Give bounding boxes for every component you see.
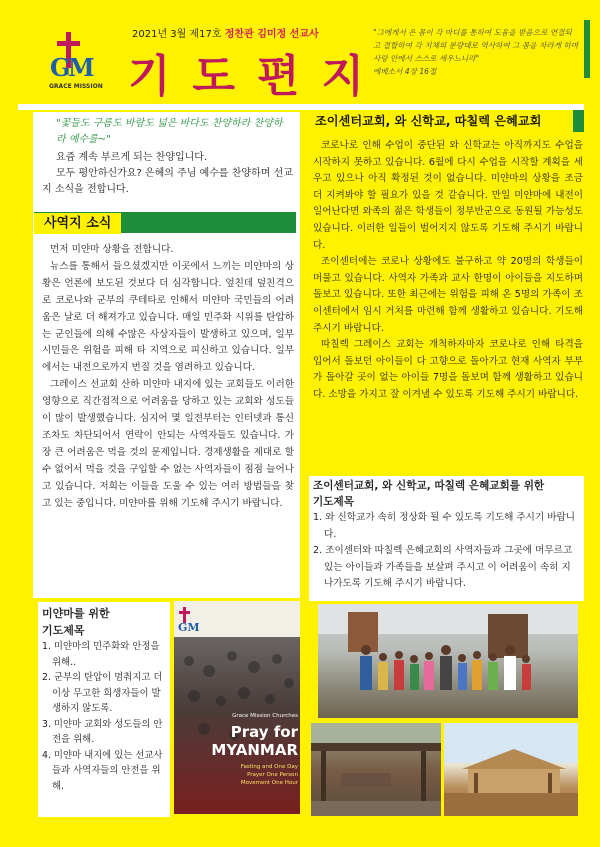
verse-reference: 에베소서 4장 16절 <box>373 67 437 76</box>
myanmar-prayer-box <box>38 602 170 817</box>
churches-prayer-box <box>309 476 584 601</box>
header-accent-bar <box>584 20 590 78</box>
paragraph: 조이센터에는 코로나 상황에도 불구하고 약 20명의 학생들이 머물고 있습니다. 사역자 가족과 교사 한명이 아이들을 지도하며 돌보고 있습니다. 또한 최근에는 위험을 피해 온 5명의 가족이 조이센터에서 임시 거처를 마련해 함께 생활하고 있습니다. 기도해 주시기 바랍니다. <box>313 256 583 334</box>
prayer-item: 1. 와 신학교가 속히 정상화 될 수 있도록 기도해 주시기 바랍니다. <box>313 512 576 540</box>
poster-line2: MYANMAR <box>211 741 298 759</box>
header-verse <box>373 26 579 78</box>
ministry-news-text <box>42 242 294 513</box>
group-photo-children <box>318 604 578 718</box>
section-heading-label: 사역지 소식 <box>34 213 121 234</box>
intro-text <box>42 150 294 198</box>
paragraph: 따칠렉 그레이스 교회는 개척하자마자 코로나로 인해 타격을 입어서 돌보던 아이들이 다 고향으로 돌아가고 현재 사역자 부부가 돌아갈 곳이 없는 아이들 7명을 돌보며 함께 생활하고 있습니다. 소망을 가지고 잘 이겨낼 수 있도록 기도해 주시기 바랍니다. <box>313 339 583 400</box>
hymn-quote: "꽃들도 구름도 바람도 넓은 바다도 찬양하라 찬양하라 예수를~" <box>56 118 283 145</box>
intro-line: 모두 평안하신가요? 은혜의 주님 예수를 찬양하며 선교지 소식을 전합니다. <box>42 168 293 195</box>
churches-news-text <box>313 138 583 404</box>
section-heading-label: 조이센터교회, 와 신학교, 따칠렉 은혜교회 <box>311 110 573 132</box>
poster-org: Grace Mission Churches <box>232 713 298 719</box>
verse-text: "그에게서 온 몸이 각 마디를 통하여 도움을 받음으로 연결되고 결합하여 각 지체의 분량대로 역사하여 그 몸을 자라게 하며 사랑 안에서 스스로 세우느니라" <box>373 28 579 63</box>
section-heading-ministry <box>34 212 296 233</box>
svg-text:M: M <box>68 53 95 82</box>
prayer-item: 1. 미얀마의 민주화와 안정을 위해.. <box>42 641 160 668</box>
prayer-box-title: 조이센터교회, 와 신학교, 따칠렉 은혜교회를 위한 기도제목 <box>313 480 545 508</box>
prayer-list <box>42 639 166 794</box>
paragraph: 먼저 미얀마 상황을 전합니다. <box>50 244 174 255</box>
poster-line4: Prayer One Person <box>247 772 298 778</box>
grace-mission-logo <box>46 32 108 92</box>
prayer-list <box>313 510 580 593</box>
missionary-names: 정찬관 김미정 선교사 <box>224 29 319 40</box>
prayer-item: 4. 미얀마 내지에 있는 선교사들과 사역자들의 안전을 위해. <box>42 749 163 792</box>
section-heading-churches <box>311 110 584 132</box>
svg-text:G: G <box>50 53 71 82</box>
prayer-item: 2. 군부의 탄압이 멈춰지고 더 이상 무고한 희생자들이 발생하지 않도록. <box>42 672 163 714</box>
paragraph: 그레이스 선교회 산하 미얀마 내지에 있는 교회들도 이러한 영향으로 직간접적으로 어려움을 당하고 있는 교회와 성도들이 많이 발생했습니다. 심지어 몇 일전부터는 인터넷과 통신조차도 차단되어서 연락이 안되는 사역자들도 있습니다. 가장 큰 어려움은 먹을 것의 문제입니다. 경제생활을 제대로 할 수 없어서 먹을 것을 구입할 수 없는 사역자들이 점점 늘어나고 있습니다. 저희는 이들을 도울 수 있는 여러 방법들을 찾고 있는 중입니다. 미얀마를 위해 기도해 주시기 바랍니다. <box>42 379 294 509</box>
paragraph: 코로나로 인해 수업이 중단된 와 신학교는 아직까지도 수업을 시작하지 못하고 있습니다. 6월에 다시 수업을 시작할 계획을 세우고 있으나 아직 확정된 것이 없습니다. 미얀마의 상황을 조금 더 지켜봐야 할 필요가 있을 것 같습니다. 만일 미얀마에 내전이 일어난다면 와족의 젊은 학생들이 정부반군으로 동원될 가능성도 있습니다. 이러한 일들이 벌어지지 않도록 기도해 주시기 바랍니다. <box>313 140 583 251</box>
shelter-photo <box>311 723 441 816</box>
poster-line5: Movement One Hour <box>240 780 298 786</box>
prayer-item: 2. 조이센터와 따칠렉 은혜교회의 사역자들과 그곳에 머무르고 있는 아이들과 가족들을 보살펴 주시고 이 어려움이 속히 지나가도록 기도해 주시기 바랍니다. <box>313 545 573 589</box>
issue-date: 2021년 3월 제17호 <box>132 29 222 40</box>
logo-text: GRACE MISSION <box>49 83 103 90</box>
svg-text:GM: GM <box>178 621 200 634</box>
poster-line3: Fasting and One Day <box>240 764 298 770</box>
pray-for-myanmar-poster <box>174 601 300 814</box>
hut-construction-photo <box>444 723 578 816</box>
intro-line: 요즘 계속 부르게 되는 찬양입니다. <box>56 152 208 163</box>
issue-line <box>132 25 319 40</box>
paragraph: 뉴스를 통해서 들으셨겠지만 이곳에서 느끼는 미얀마의 상황은 언론에 보도된 것보다 더 심각합니다. 엎친데 덮친격으로 코로나와 군부의 쿠테타로 인해서 미얀마 국민들의 어려움은 날로 더 해져가고 있습니다. 매일 민주화 시위를 탄압하는 군인들에 의해 수많은 사상자들이 발생하고 있으며, 일부 시민들은 위험을 피해 타 지역으로 피신하고 있습니다. 일부에서는 내전으로까지 번질 것을 염려하고 있습니다. <box>42 260 294 374</box>
poster-line1: Pray for <box>230 723 298 741</box>
prayer-box-title: 미얀마를 위한 기도제목 <box>42 607 110 637</box>
prayer-item: 3. 미얀마 교회와 성도들의 안전을 위해. <box>42 718 163 745</box>
page-title: 기도편지 <box>128 51 387 102</box>
